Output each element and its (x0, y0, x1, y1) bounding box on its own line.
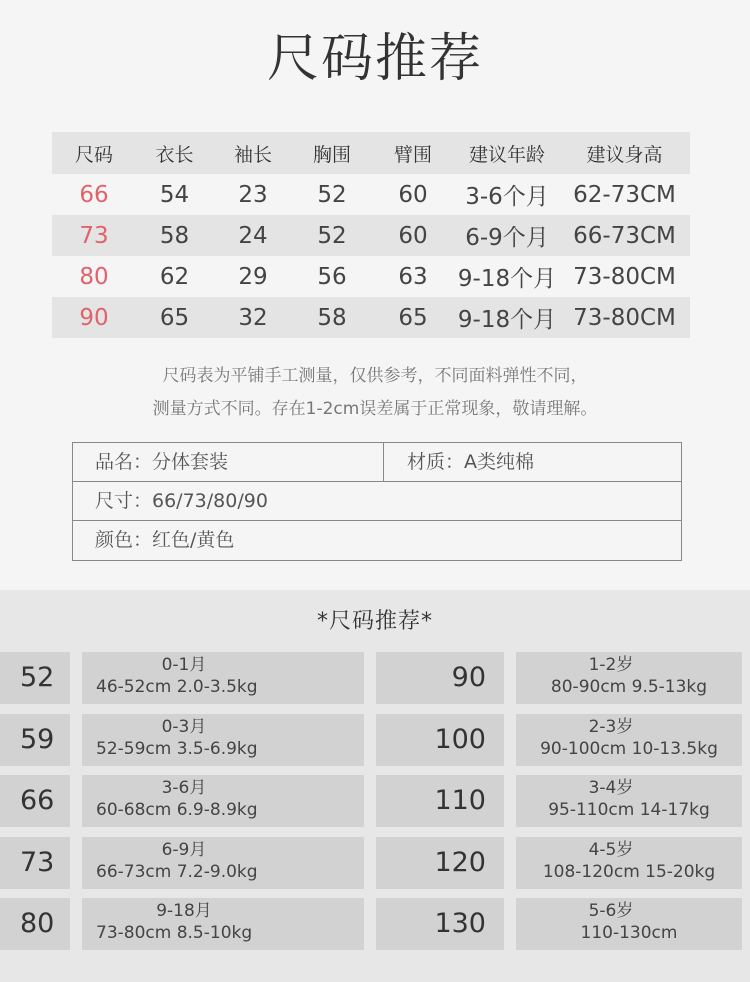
info-row (73, 521, 681, 560)
recommendation-row (0, 898, 750, 950)
size-box (376, 775, 504, 827)
table-cell: 3-6个月 (465, 184, 549, 210)
size-cell: 80 (79, 263, 109, 290)
table-cell: 63 (398, 263, 428, 290)
size-box (0, 837, 70, 889)
age-range: 3-4岁 (588, 778, 634, 798)
height-weight: 95-110cm 14-17kg (548, 800, 710, 820)
size-box (0, 714, 70, 766)
size-box (0, 898, 70, 950)
table-cell: 60 (398, 181, 428, 208)
product-info-box (72, 442, 682, 561)
size-description (82, 898, 364, 950)
height-weight: 52-59cm 3.5-6.9kg (96, 739, 258, 759)
age-range: 2-3岁 (588, 717, 634, 737)
header-cell: 建议年龄 (468, 143, 545, 166)
table-cell: 52 (317, 222, 347, 249)
size-number: 73 (20, 847, 55, 878)
table-cell: 73-80CM (573, 263, 676, 290)
height-weight: 60-68cm 6.9-8.9kg (96, 800, 258, 820)
note-line: 尺码表为平铺手工测量，仅供参考，不同面料弹性不同， (162, 366, 588, 386)
size-cell: 90 (79, 304, 109, 331)
recommendation-row (0, 652, 750, 704)
size-number: 130 (434, 908, 486, 939)
table-cell: 60 (398, 222, 428, 249)
age-range: 5-6岁 (588, 901, 634, 921)
divider (383, 443, 384, 482)
age-range: 1-2岁 (588, 655, 634, 675)
recommendation-row (0, 775, 750, 827)
table-cell: 65 (159, 304, 190, 331)
table-cell: 66-73CM (573, 222, 676, 249)
table-cell: 65 (398, 304, 428, 331)
header-cell: 胸围 (312, 143, 351, 166)
height-weight: 90-100cm 10-13.5kg (540, 739, 718, 759)
age-range: 4-5岁 (588, 840, 634, 860)
size-number: 90 (451, 662, 486, 693)
size-box (376, 714, 504, 766)
size-description (516, 898, 742, 950)
size-number: 100 (434, 724, 486, 755)
height-weight: 108-120cm 15-20kg (542, 862, 716, 882)
size-number: 110 (434, 785, 486, 816)
table-header-row (52, 132, 690, 174)
table-row (52, 174, 690, 215)
table-cell: 6-9个月 (465, 225, 549, 251)
section-title: *尺码推荐* (316, 609, 433, 634)
header-cell: 尺码 (74, 143, 113, 166)
table-row (52, 297, 690, 338)
table-cell: 9-18个月 (457, 307, 557, 333)
info-row (73, 482, 681, 521)
size-box (0, 775, 70, 827)
table-cell: 58 (317, 304, 347, 331)
product-name: 品名：分体套装 (95, 451, 229, 473)
product-size: 尺寸：66/73/80/90 (95, 490, 268, 512)
size-number: 80 (20, 908, 55, 939)
table-row (52, 256, 690, 297)
size-box (376, 898, 504, 950)
size-description (516, 652, 742, 704)
header-cell: 建议身高 (586, 143, 663, 166)
header-cell: 衣长 (155, 143, 194, 166)
size-number: 120 (434, 847, 486, 878)
height-weight: 80-90cm 9.5-13kg (550, 677, 708, 697)
age-range: 3-6月 (161, 778, 207, 798)
size-description (82, 837, 364, 889)
table-cell: 62-73CM (573, 181, 676, 208)
table-cell: 29 (238, 263, 268, 290)
size-box (376, 652, 504, 704)
table-cell: 24 (238, 222, 268, 249)
size-number: 59 (20, 724, 55, 755)
age-range: 0-3月 (161, 717, 207, 737)
height-weight: 66-73cm 7.2-9.0kg (96, 862, 258, 882)
table-cell: 58 (159, 222, 190, 249)
age-range: 6-9月 (161, 840, 207, 860)
table-cell: 23 (238, 181, 268, 208)
product-material: 材质：A类纯棉 (407, 451, 534, 473)
table-cell: 52 (317, 181, 347, 208)
size-description (516, 837, 742, 889)
size-box (376, 837, 504, 889)
measurement-note (0, 360, 750, 426)
size-number: 52 (20, 662, 55, 693)
table-cell: 73-80CM (573, 304, 676, 331)
header-cell: 袖长 (233, 143, 272, 166)
age-range: 9-18月 (156, 901, 212, 921)
size-description (82, 714, 364, 766)
recommendation-row (0, 714, 750, 766)
height-weight: 110-130cm (580, 923, 678, 943)
size-chart-table (52, 132, 690, 338)
note-line: 测量方式不同。存在1-2cm误差属于正常现象，敬请理解。 (152, 399, 598, 419)
size-description (516, 775, 742, 827)
info-row (73, 443, 681, 482)
size-cell: 66 (79, 181, 109, 208)
recommendation-row (0, 837, 750, 889)
height-weight: 46-52cm 2.0-3.5kg (96, 677, 258, 697)
table-cell: 54 (159, 181, 190, 208)
size-description (82, 775, 364, 827)
size-cell: 73 (79, 222, 109, 249)
table-cell: 62 (159, 263, 190, 290)
table-cell: 9-18个月 (457, 266, 557, 292)
age-range: 0-1月 (161, 655, 207, 675)
product-color: 颜色：红色/黄色 (95, 529, 235, 551)
table-cell: 32 (238, 304, 268, 331)
size-description (516, 714, 742, 766)
table-row (52, 215, 690, 256)
height-weight: 73-80cm 8.5-10kg (96, 923, 253, 943)
header-cell: 臂围 (393, 143, 432, 166)
size-number: 66 (20, 785, 55, 816)
size-description (82, 652, 364, 704)
table-cell: 56 (317, 263, 347, 290)
size-recommendation-section (0, 590, 750, 982)
page-title: 尺码推荐 (266, 29, 483, 89)
size-box (0, 652, 70, 704)
